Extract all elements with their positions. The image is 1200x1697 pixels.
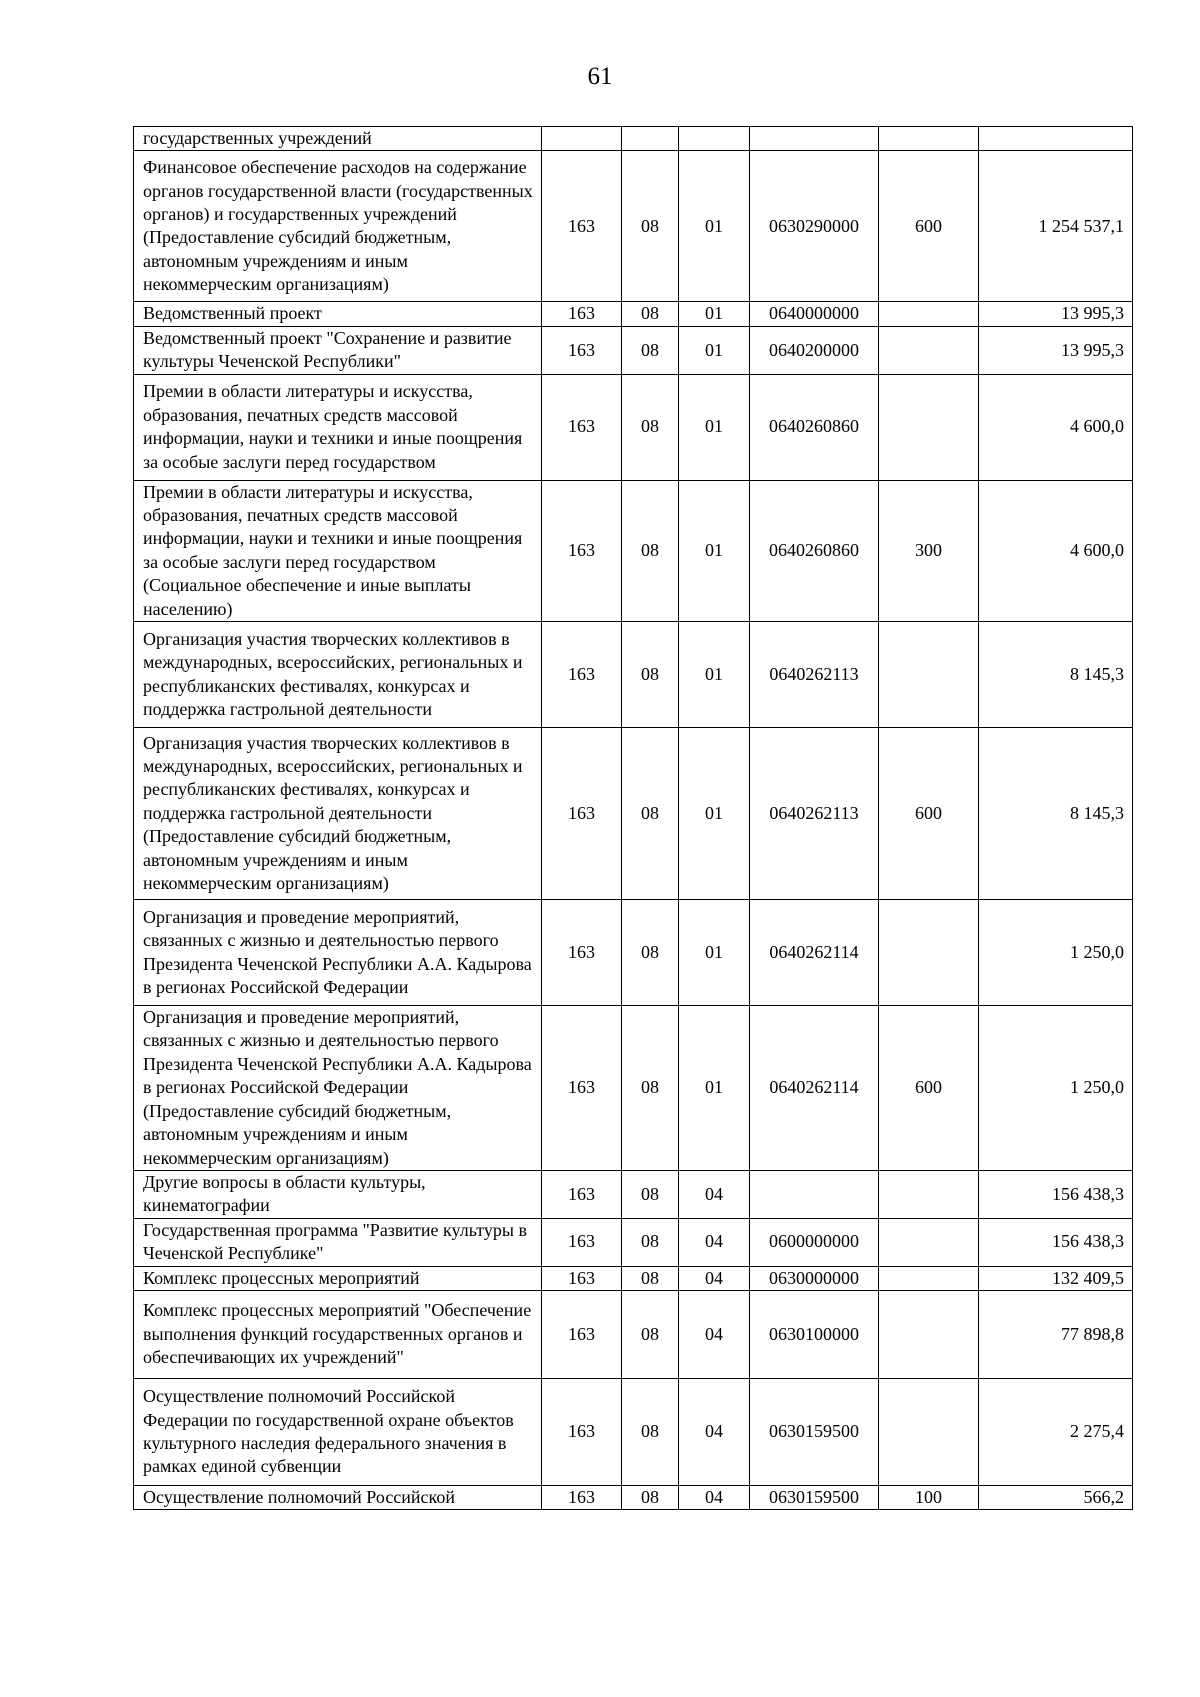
amount: 8 145,3 (979, 728, 1133, 900)
row-name: Организация и проведение мероприятий, связанных с жизнью и деятельностью первого Президента Чеченской Республики А.А. Кадырова в регионах Российской Федерации (Предоставление субсидий бюджетным, автономным учреждениям и иным некоммерческим организациям) (134, 1006, 542, 1171)
code-rz: 08 (622, 1218, 679, 1266)
code-csr: 0640262114 (750, 1006, 879, 1171)
code-pr: 04 (679, 1485, 750, 1509)
amount: 132 409,5 (979, 1266, 1133, 1290)
code-csr: 0640200000 (750, 326, 879, 374)
code-vr: 600 (879, 151, 979, 302)
row-name: Осуществление полномочий Российской (134, 1485, 542, 1509)
code-vr: 300 (879, 480, 979, 621)
code-csr (750, 1170, 879, 1218)
code-pr: 04 (679, 1290, 750, 1378)
code-vr (879, 326, 979, 374)
code-csr: 0630159500 (750, 1485, 879, 1509)
code-pr: 04 (679, 1170, 750, 1218)
code-ved: 163 (542, 1170, 622, 1218)
amount: 77 898,8 (979, 1290, 1133, 1378)
code-ved: 163 (542, 1290, 622, 1378)
code-csr: 0640262113 (750, 622, 879, 728)
table-row (134, 900, 1133, 1006)
code-rz (622, 127, 679, 151)
code-vr: 100 (879, 1485, 979, 1509)
code-pr: 04 (679, 1266, 750, 1290)
code-csr (750, 127, 879, 151)
code-csr: 0630100000 (750, 1290, 879, 1378)
code-rz: 08 (622, 302, 679, 326)
code-rz: 08 (622, 480, 679, 621)
page-number: 61 (587, 63, 613, 90)
code-vr (879, 1266, 979, 1290)
table-row (134, 1170, 1133, 1218)
code-ved: 163 (542, 1266, 622, 1290)
code-rz: 08 (622, 1266, 679, 1290)
code-csr: 0640262113 (750, 728, 879, 900)
amount: 4 600,0 (979, 480, 1133, 621)
amount (979, 127, 1133, 151)
code-vr (879, 302, 979, 326)
row-name: Государственная программа "Развитие культуры в Чеченской Республике" (134, 1218, 542, 1266)
row-name: Другие вопросы в области культуры, кинематографии (134, 1170, 542, 1218)
code-ved: 163 (542, 374, 622, 480)
code-ved: 163 (542, 1378, 622, 1485)
table-row (134, 151, 1133, 302)
table-body (134, 127, 1133, 1510)
code-rz: 08 (622, 728, 679, 900)
code-pr (679, 127, 750, 151)
row-name: Осуществление полномочий Российской Федерации по государственной охране объектов культурного наследия федерального значения в рамках единой субвенции (134, 1378, 542, 1485)
code-ved: 163 (542, 1006, 622, 1171)
table-row (134, 1290, 1133, 1378)
code-vr (879, 374, 979, 480)
code-rz: 08 (622, 900, 679, 1006)
code-rz: 08 (622, 1378, 679, 1485)
amount: 566,2 (979, 1485, 1133, 1509)
table-row (134, 302, 1133, 326)
table-row (134, 1266, 1133, 1290)
code-ved: 163 (542, 728, 622, 900)
row-name: Организация и проведение мероприятий, связанных с жизнью и деятельностью первого Президента Чеченской Республики А.А. Кадырова в регионах Российской Федерации (134, 900, 542, 1006)
code-pr: 01 (679, 480, 750, 621)
table-row (134, 1006, 1133, 1171)
code-csr: 0640000000 (750, 302, 879, 326)
code-csr: 0640262114 (750, 900, 879, 1006)
row-name: Финансовое обеспечение расходов на содержание органов государственной власти (государственных органов) и государственных учреждений (Предоставление субсидий бюджетным, автономным учреждениям и иным некоммерческим организациям) (134, 151, 542, 302)
code-vr (879, 1290, 979, 1378)
amount: 156 438,3 (979, 1218, 1133, 1266)
amount: 1 250,0 (979, 900, 1133, 1006)
code-pr: 01 (679, 728, 750, 900)
row-name: Комплекс процессных мероприятий "Обеспечение выполнения функций государственных органов и обеспечивающих их учреждений" (134, 1290, 542, 1378)
code-ved: 163 (542, 151, 622, 302)
code-pr: 01 (679, 1006, 750, 1171)
code-vr: 600 (879, 728, 979, 900)
code-csr: 0630290000 (750, 151, 879, 302)
code-rz: 08 (622, 1170, 679, 1218)
row-name: Ведомственный проект "Сохранение и развитие культуры Чеченской Республики" (134, 326, 542, 374)
code-vr (879, 127, 979, 151)
code-rz: 08 (622, 151, 679, 302)
code-vr (879, 900, 979, 1006)
code-pr: 01 (679, 326, 750, 374)
table-row (134, 1378, 1133, 1485)
table-row (134, 374, 1133, 480)
budget-table (133, 126, 1133, 1510)
code-pr: 04 (679, 1378, 750, 1485)
amount: 8 145,3 (979, 622, 1133, 728)
amount: 13 995,3 (979, 326, 1133, 374)
amount: 156 438,3 (979, 1170, 1133, 1218)
table-row (134, 728, 1133, 900)
row-name: Организация участия творческих коллективов в международных, всероссийских, региональных и республиканских фестивалях, конкурсах и поддержка гастрольной деятельности (134, 622, 542, 728)
code-rz: 08 (622, 374, 679, 480)
code-pr: 01 (679, 302, 750, 326)
code-rz: 08 (622, 1006, 679, 1171)
amount: 13 995,3 (979, 302, 1133, 326)
table-row (134, 480, 1133, 621)
code-pr: 01 (679, 374, 750, 480)
code-pr: 04 (679, 1218, 750, 1266)
code-ved: 163 (542, 1218, 622, 1266)
code-pr: 01 (679, 900, 750, 1006)
code-pr: 01 (679, 622, 750, 728)
code-ved: 163 (542, 622, 622, 728)
code-pr: 01 (679, 151, 750, 302)
row-name: государственных учреждений (134, 127, 542, 151)
code-ved: 163 (542, 326, 622, 374)
row-name: Премии в области литературы и искусства, образования, печатных средств массовой информации, науки и техники и иные поощрения за особые заслуги перед государством (Социальное обеспечение и иные выплаты населению) (134, 480, 542, 621)
code-rz: 08 (622, 1485, 679, 1509)
code-vr: 600 (879, 1006, 979, 1171)
code-csr: 0630000000 (750, 1266, 879, 1290)
amount: 1 254 537,1 (979, 151, 1133, 302)
table-row (134, 1485, 1133, 1509)
table-row (134, 127, 1133, 151)
table-row (134, 1218, 1133, 1266)
code-ved: 163 (542, 1485, 622, 1509)
code-vr (879, 622, 979, 728)
code-csr: 0600000000 (750, 1218, 879, 1266)
code-ved (542, 127, 622, 151)
code-csr: 0640260860 (750, 480, 879, 621)
amount: 4 600,0 (979, 374, 1133, 480)
code-rz: 08 (622, 1290, 679, 1378)
code-rz: 08 (622, 326, 679, 374)
amount: 1 250,0 (979, 1006, 1133, 1171)
table-row (134, 622, 1133, 728)
amount: 2 275,4 (979, 1378, 1133, 1485)
code-vr (879, 1218, 979, 1266)
code-ved: 163 (542, 302, 622, 326)
code-ved: 163 (542, 480, 622, 621)
code-csr: 0630159500 (750, 1378, 879, 1485)
row-name: Организация участия творческих коллективов в международных, всероссийских, региональных и республиканских фестивалях, конкурсах и поддержка гастрольной деятельности (Предоставление субсидий бюджетным, автономным учреждениям и иным некоммерческим организациям) (134, 728, 542, 900)
code-vr (879, 1170, 979, 1218)
code-csr: 0640260860 (750, 374, 879, 480)
code-vr (879, 1378, 979, 1485)
code-rz: 08 (622, 622, 679, 728)
row-name: Комплекс процессных мероприятий (134, 1266, 542, 1290)
table-row (134, 326, 1133, 374)
code-ved: 163 (542, 900, 622, 1006)
row-name: Премии в области литературы и искусства, образования, печатных средств массовой информации, науки и техники и иные поощрения за особые заслуги перед государством (134, 374, 542, 480)
row-name: Ведомственный проект (134, 302, 542, 326)
